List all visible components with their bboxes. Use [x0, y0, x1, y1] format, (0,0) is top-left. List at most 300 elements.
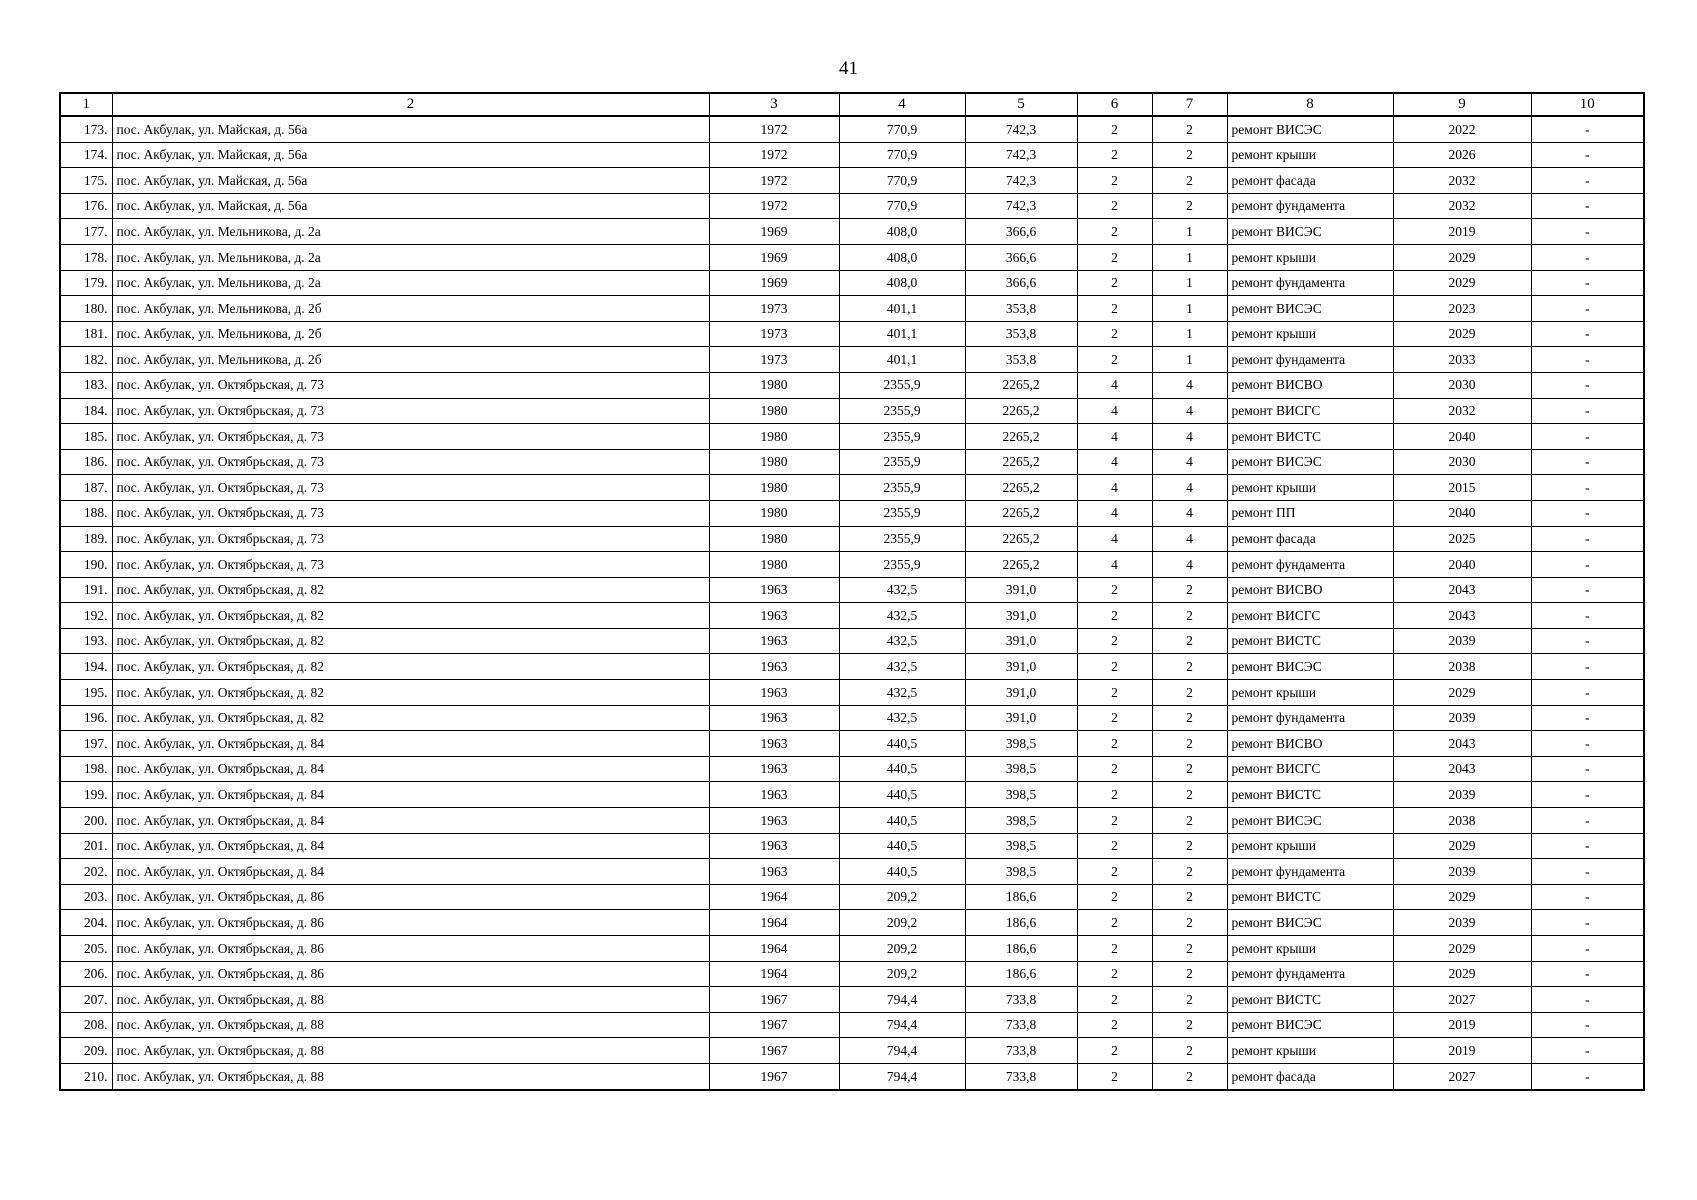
address-cell: пос. Акбулак, ул. Октябрьская, д. 86: [112, 910, 709, 936]
entrances-cell: 2: [1152, 705, 1227, 731]
entrances-cell: 2: [1152, 116, 1227, 142]
floors-cell: 2: [1077, 705, 1152, 731]
address-cell: пос. Акбулак, ул. Мельникова, д. 2б: [112, 296, 709, 322]
floors-cell: 2: [1077, 296, 1152, 322]
note-cell: -: [1531, 833, 1644, 859]
year-cell: 1963: [709, 680, 839, 706]
work-type-cell: ремонт крыши: [1227, 475, 1393, 501]
floors-cell: 2: [1077, 782, 1152, 808]
work-type-cell: ремонт ВИСТС: [1227, 987, 1393, 1013]
entrances-cell: 1: [1152, 270, 1227, 296]
total-area-cell: 401,1: [839, 296, 965, 322]
floors-cell: 2: [1077, 168, 1152, 194]
row-number-cell: 184.: [60, 398, 112, 424]
floors-cell: 4: [1077, 475, 1152, 501]
table-row: [60, 859, 1644, 885]
note-cell: -: [1531, 654, 1644, 680]
work-type-cell: ремонт крыши: [1227, 936, 1393, 962]
table-row: [60, 116, 1644, 142]
entrances-cell: 2: [1152, 680, 1227, 706]
floors-cell: 2: [1077, 321, 1152, 347]
note-cell: -: [1531, 782, 1644, 808]
total-area-cell: 2355,9: [839, 552, 965, 578]
year-cell: 1963: [709, 705, 839, 731]
year-cell: 1967: [709, 1012, 839, 1038]
address-cell: пос. Акбулак, ул. Октябрьская, д. 88: [112, 987, 709, 1013]
row-number-cell: 201.: [60, 833, 112, 859]
address-cell: пос. Акбулак, ул. Майская, д. 56а: [112, 168, 709, 194]
year-cell: 1980: [709, 372, 839, 398]
row-number-cell: 192.: [60, 603, 112, 629]
note-cell: -: [1531, 987, 1644, 1013]
table-body: [60, 116, 1644, 1090]
row-number-cell: 183.: [60, 372, 112, 398]
floors-cell: 2: [1077, 244, 1152, 270]
total-area-cell: 209,2: [839, 936, 965, 962]
year-cell: 1963: [709, 782, 839, 808]
living-area-cell: 398,5: [965, 782, 1077, 808]
planned-year-cell: 2029: [1393, 936, 1531, 962]
address-cell: пос. Акбулак, ул. Мельникова, д. 2а: [112, 244, 709, 270]
year-cell: 1963: [709, 654, 839, 680]
floors-cell: 2: [1077, 577, 1152, 603]
year-cell: 1969: [709, 270, 839, 296]
planned-year-cell: 2039: [1393, 628, 1531, 654]
note-cell: -: [1531, 296, 1644, 322]
row-number-cell: 173.: [60, 116, 112, 142]
planned-year-cell: 2039: [1393, 910, 1531, 936]
entrances-cell: 2: [1152, 654, 1227, 680]
year-cell: 1963: [709, 577, 839, 603]
living-area-cell: 733,8: [965, 1012, 1077, 1038]
note-cell: -: [1531, 680, 1644, 706]
floors-cell: 2: [1077, 910, 1152, 936]
year-cell: 1972: [709, 116, 839, 142]
floors-cell: 2: [1077, 654, 1152, 680]
floors-cell: 4: [1077, 552, 1152, 578]
planned-year-cell: 2032: [1393, 168, 1531, 194]
table-row: [60, 475, 1644, 501]
note-cell: -: [1531, 961, 1644, 987]
floors-cell: 2: [1077, 884, 1152, 910]
living-area-cell: 2265,2: [965, 424, 1077, 450]
total-area-cell: 2355,9: [839, 398, 965, 424]
floors-cell: 4: [1077, 500, 1152, 526]
entrances-cell: 4: [1152, 372, 1227, 398]
planned-year-cell: 2022: [1393, 116, 1531, 142]
planned-year-cell: 2029: [1393, 961, 1531, 987]
entrances-cell: 2: [1152, 859, 1227, 885]
work-type-cell: ремонт ВИСТС: [1227, 884, 1393, 910]
note-cell: -: [1531, 270, 1644, 296]
row-number-cell: 186.: [60, 449, 112, 475]
note-cell: -: [1531, 756, 1644, 782]
table-row: [60, 884, 1644, 910]
floors-cell: 2: [1077, 987, 1152, 1013]
note-cell: -: [1531, 168, 1644, 194]
note-cell: -: [1531, 424, 1644, 450]
year-cell: 1963: [709, 859, 839, 885]
entrances-cell: 2: [1152, 731, 1227, 757]
planned-year-cell: 2029: [1393, 680, 1531, 706]
planned-year-cell: 2038: [1393, 808, 1531, 834]
planned-year-cell: 2043: [1393, 731, 1531, 757]
address-cell: пос. Акбулак, ул. Октябрьская, д. 84: [112, 756, 709, 782]
living-area-cell: 186,6: [965, 961, 1077, 987]
entrances-cell: 2: [1152, 987, 1227, 1013]
total-area-cell: 209,2: [839, 884, 965, 910]
floors-cell: 2: [1077, 731, 1152, 757]
total-area-cell: 794,4: [839, 987, 965, 1013]
total-area-cell: 209,2: [839, 961, 965, 987]
planned-year-cell: 2039: [1393, 705, 1531, 731]
row-number-cell: 206.: [60, 961, 112, 987]
table-row: [60, 219, 1644, 245]
floors-cell: 2: [1077, 1063, 1152, 1089]
total-area-cell: 440,5: [839, 859, 965, 885]
planned-year-cell: 2029: [1393, 244, 1531, 270]
address-cell: пос. Акбулак, ул. Октябрьская, д. 82: [112, 654, 709, 680]
total-area-cell: 432,5: [839, 577, 965, 603]
living-area-cell: 391,0: [965, 654, 1077, 680]
total-area-cell: 794,4: [839, 1012, 965, 1038]
living-area-cell: 366,6: [965, 219, 1077, 245]
row-number-cell: 209.: [60, 1038, 112, 1064]
table-row: [60, 526, 1644, 552]
living-area-cell: 398,5: [965, 808, 1077, 834]
year-cell: 1972: [709, 168, 839, 194]
year-cell: 1967: [709, 987, 839, 1013]
row-number-cell: 176.: [60, 193, 112, 219]
note-cell: -: [1531, 552, 1644, 578]
year-cell: 1972: [709, 193, 839, 219]
living-area-cell: 742,3: [965, 168, 1077, 194]
living-area-cell: 391,0: [965, 680, 1077, 706]
floors-cell: 2: [1077, 808, 1152, 834]
floors-cell: 4: [1077, 372, 1152, 398]
total-area-cell: 408,0: [839, 219, 965, 245]
table-row: [60, 782, 1644, 808]
table-row: [60, 244, 1644, 270]
entrances-cell: 2: [1152, 808, 1227, 834]
work-type-cell: ремонт ВИСЭС: [1227, 116, 1393, 142]
total-area-cell: 770,9: [839, 116, 965, 142]
year-cell: 1980: [709, 449, 839, 475]
year-cell: 1963: [709, 628, 839, 654]
note-cell: -: [1531, 1038, 1644, 1064]
floors-cell: 2: [1077, 680, 1152, 706]
entrances-cell: 2: [1152, 782, 1227, 808]
planned-year-cell: 2033: [1393, 347, 1531, 373]
table-row: [60, 808, 1644, 834]
address-cell: пос. Акбулак, ул. Октябрьская, д. 73: [112, 424, 709, 450]
column-header: 3: [709, 93, 839, 116]
work-type-cell: ремонт фундамента: [1227, 270, 1393, 296]
address-cell: пос. Акбулак, ул. Октябрьская, д. 82: [112, 628, 709, 654]
address-cell: пос. Акбулак, ул. Октябрьская, д. 73: [112, 526, 709, 552]
total-area-cell: 440,5: [839, 756, 965, 782]
planned-year-cell: 2043: [1393, 756, 1531, 782]
work-type-cell: ремонт крыши: [1227, 680, 1393, 706]
entrances-cell: 2: [1152, 756, 1227, 782]
work-type-cell: ремонт фундамента: [1227, 705, 1393, 731]
work-type-cell: ремонт фасада: [1227, 1063, 1393, 1089]
address-cell: пос. Акбулак, ул. Октябрьская, д. 84: [112, 782, 709, 808]
address-cell: пос. Акбулак, ул. Октябрьская, д. 73: [112, 500, 709, 526]
table-row: [60, 833, 1644, 859]
floors-cell: 4: [1077, 398, 1152, 424]
planned-year-cell: 2040: [1393, 552, 1531, 578]
year-cell: 1980: [709, 424, 839, 450]
work-type-cell: ремонт ВИСГС: [1227, 756, 1393, 782]
total-area-cell: 408,0: [839, 244, 965, 270]
work-type-cell: ремонт крыши: [1227, 321, 1393, 347]
row-number-cell: 210.: [60, 1063, 112, 1089]
note-cell: -: [1531, 142, 1644, 168]
entrances-cell: 4: [1152, 424, 1227, 450]
total-area-cell: 770,9: [839, 193, 965, 219]
note-cell: -: [1531, 500, 1644, 526]
living-area-cell: 391,0: [965, 705, 1077, 731]
entrances-cell: 1: [1152, 244, 1227, 270]
table-row: [60, 1012, 1644, 1038]
table-row: [60, 705, 1644, 731]
row-number-cell: 178.: [60, 244, 112, 270]
entrances-cell: 2: [1152, 603, 1227, 629]
year-cell: 1963: [709, 808, 839, 834]
work-type-cell: ремонт ВИСЭС: [1227, 296, 1393, 322]
note-cell: -: [1531, 859, 1644, 885]
living-area-cell: 2265,2: [965, 449, 1077, 475]
row-number-cell: 189.: [60, 526, 112, 552]
work-type-cell: ремонт ВИСВО: [1227, 372, 1393, 398]
year-cell: 1963: [709, 731, 839, 757]
floors-cell: 2: [1077, 270, 1152, 296]
address-cell: пос. Акбулак, ул. Майская, д. 56а: [112, 193, 709, 219]
work-type-cell: ремонт крыши: [1227, 1038, 1393, 1064]
living-area-cell: 742,3: [965, 142, 1077, 168]
row-number-cell: 199.: [60, 782, 112, 808]
table-row: [60, 987, 1644, 1013]
year-cell: 1980: [709, 398, 839, 424]
address-cell: пос. Акбулак, ул. Мельникова, д. 2б: [112, 347, 709, 373]
living-area-cell: 398,5: [965, 833, 1077, 859]
work-type-cell: ремонт ПП: [1227, 500, 1393, 526]
note-cell: -: [1531, 449, 1644, 475]
year-cell: 1964: [709, 884, 839, 910]
planned-year-cell: 2029: [1393, 884, 1531, 910]
row-number-cell: 174.: [60, 142, 112, 168]
table-row: [60, 936, 1644, 962]
living-area-cell: 733,8: [965, 1038, 1077, 1064]
row-number-cell: 180.: [60, 296, 112, 322]
planned-year-cell: 2025: [1393, 526, 1531, 552]
planned-year-cell: 2029: [1393, 321, 1531, 347]
living-area-cell: 186,6: [965, 884, 1077, 910]
floors-cell: 2: [1077, 116, 1152, 142]
row-number-cell: 207.: [60, 987, 112, 1013]
entrances-cell: 4: [1152, 526, 1227, 552]
planned-year-cell: 2019: [1393, 219, 1531, 245]
table-row: [60, 270, 1644, 296]
total-area-cell: 432,5: [839, 628, 965, 654]
entrances-cell: 1: [1152, 296, 1227, 322]
note-cell: -: [1531, 910, 1644, 936]
year-cell: 1963: [709, 833, 839, 859]
row-number-cell: 177.: [60, 219, 112, 245]
living-area-cell: 733,8: [965, 1063, 1077, 1089]
work-type-cell: ремонт фундамента: [1227, 552, 1393, 578]
entrances-cell: 2: [1152, 1063, 1227, 1089]
table-row: [60, 756, 1644, 782]
address-cell: пос. Акбулак, ул. Октябрьская, д. 84: [112, 808, 709, 834]
work-type-cell: ремонт ВИСТС: [1227, 782, 1393, 808]
total-area-cell: 209,2: [839, 910, 965, 936]
total-area-cell: 432,5: [839, 603, 965, 629]
note-cell: -: [1531, 398, 1644, 424]
entrances-cell: 4: [1152, 475, 1227, 501]
column-header: 7: [1152, 93, 1227, 116]
entrances-cell: 4: [1152, 500, 1227, 526]
row-number-cell: 208.: [60, 1012, 112, 1038]
entrances-cell: 2: [1152, 577, 1227, 603]
address-cell: пос. Акбулак, ул. Октябрьская, д. 84: [112, 731, 709, 757]
address-cell: пос. Акбулак, ул. Мельникова, д. 2а: [112, 219, 709, 245]
address-cell: пос. Акбулак, ул. Октябрьская, д. 88: [112, 1063, 709, 1089]
address-cell: пос. Акбулак, ул. Октябрьская, д. 73: [112, 372, 709, 398]
note-cell: -: [1531, 475, 1644, 501]
planned-year-cell: 2040: [1393, 424, 1531, 450]
floors-cell: 2: [1077, 628, 1152, 654]
total-area-cell: 401,1: [839, 347, 965, 373]
floors-cell: 4: [1077, 424, 1152, 450]
address-cell: пос. Акбулак, ул. Майская, д. 56а: [112, 142, 709, 168]
work-type-cell: ремонт фасада: [1227, 526, 1393, 552]
living-area-cell: 733,8: [965, 987, 1077, 1013]
living-area-cell: 398,5: [965, 756, 1077, 782]
note-cell: -: [1531, 526, 1644, 552]
note-cell: -: [1531, 347, 1644, 373]
planned-year-cell: 2029: [1393, 270, 1531, 296]
year-cell: 1963: [709, 603, 839, 629]
table-row: [60, 296, 1644, 322]
planned-year-cell: 2026: [1393, 142, 1531, 168]
column-header: 8: [1227, 93, 1393, 116]
living-area-cell: 2265,2: [965, 372, 1077, 398]
table-row: [60, 1038, 1644, 1064]
page-number: 41: [839, 58, 858, 79]
work-type-cell: ремонт ВИСГС: [1227, 398, 1393, 424]
total-area-cell: 432,5: [839, 680, 965, 706]
year-cell: 1964: [709, 936, 839, 962]
table-row: [60, 910, 1644, 936]
total-area-cell: 794,4: [839, 1038, 965, 1064]
column-header: 6: [1077, 93, 1152, 116]
planned-year-cell: 2038: [1393, 654, 1531, 680]
column-header: 4: [839, 93, 965, 116]
address-cell: пос. Акбулак, ул. Октябрьская, д. 86: [112, 936, 709, 962]
planned-year-cell: 2032: [1393, 193, 1531, 219]
work-type-cell: ремонт фасада: [1227, 168, 1393, 194]
year-cell: 1973: [709, 321, 839, 347]
row-number-cell: 195.: [60, 680, 112, 706]
row-number-cell: 175.: [60, 168, 112, 194]
entrances-cell: 1: [1152, 347, 1227, 373]
work-type-cell: ремонт ВИСЭС: [1227, 449, 1393, 475]
floors-cell: 2: [1077, 936, 1152, 962]
address-cell: пос. Акбулак, ул. Октябрьская, д. 82: [112, 705, 709, 731]
living-area-cell: 391,0: [965, 628, 1077, 654]
table-row: [60, 654, 1644, 680]
table-row: [60, 398, 1644, 424]
work-type-cell: ремонт фундамента: [1227, 859, 1393, 885]
planned-year-cell: 2027: [1393, 1063, 1531, 1089]
floors-cell: 2: [1077, 142, 1152, 168]
row-number-cell: 185.: [60, 424, 112, 450]
address-cell: пос. Акбулак, ул. Октябрьская, д. 73: [112, 398, 709, 424]
year-cell: 1964: [709, 910, 839, 936]
row-number-cell: 204.: [60, 910, 112, 936]
registry-table: [59, 92, 1645, 1091]
note-cell: -: [1531, 884, 1644, 910]
year-cell: 1967: [709, 1063, 839, 1089]
total-area-cell: 440,5: [839, 808, 965, 834]
row-number-cell: 193.: [60, 628, 112, 654]
note-cell: -: [1531, 936, 1644, 962]
column-header: 2: [112, 93, 709, 116]
total-area-cell: 2355,9: [839, 500, 965, 526]
work-type-cell: ремонт ВИСТС: [1227, 628, 1393, 654]
entrances-cell: 2: [1152, 936, 1227, 962]
table-row: [60, 449, 1644, 475]
floors-cell: 2: [1077, 603, 1152, 629]
table-row: [60, 193, 1644, 219]
planned-year-cell: 2032: [1393, 398, 1531, 424]
living-area-cell: 2265,2: [965, 552, 1077, 578]
living-area-cell: 742,3: [965, 193, 1077, 219]
address-cell: пос. Акбулак, ул. Майская, д. 56а: [112, 116, 709, 142]
table-row: [60, 424, 1644, 450]
work-type-cell: ремонт ВИСВО: [1227, 731, 1393, 757]
column-header: 5: [965, 93, 1077, 116]
year-cell: 1980: [709, 475, 839, 501]
total-area-cell: 794,4: [839, 1063, 965, 1089]
year-cell: 1973: [709, 296, 839, 322]
total-area-cell: 440,5: [839, 731, 965, 757]
row-number-cell: 202.: [60, 859, 112, 885]
address-cell: пос. Акбулак, ул. Мельникова, д. 2а: [112, 270, 709, 296]
floors-cell: 2: [1077, 756, 1152, 782]
address-cell: пос. Акбулак, ул. Октябрьская, д. 73: [112, 475, 709, 501]
year-cell: 1972: [709, 142, 839, 168]
year-cell: 1973: [709, 347, 839, 373]
planned-year-cell: 2019: [1393, 1038, 1531, 1064]
floors-cell: 4: [1077, 449, 1152, 475]
year-cell: 1967: [709, 1038, 839, 1064]
entrances-cell: 4: [1152, 398, 1227, 424]
total-area-cell: 408,0: [839, 270, 965, 296]
row-number-cell: 191.: [60, 577, 112, 603]
floors-cell: 2: [1077, 859, 1152, 885]
floors-cell: 2: [1077, 1038, 1152, 1064]
address-cell: пос. Акбулак, ул. Октябрьская, д. 84: [112, 859, 709, 885]
row-number-cell: 200.: [60, 808, 112, 834]
total-area-cell: 440,5: [839, 782, 965, 808]
entrances-cell: 2: [1152, 833, 1227, 859]
planned-year-cell: 2027: [1393, 987, 1531, 1013]
entrances-cell: 2: [1152, 1012, 1227, 1038]
address-cell: пос. Акбулак, ул. Октябрьская, д. 86: [112, 961, 709, 987]
